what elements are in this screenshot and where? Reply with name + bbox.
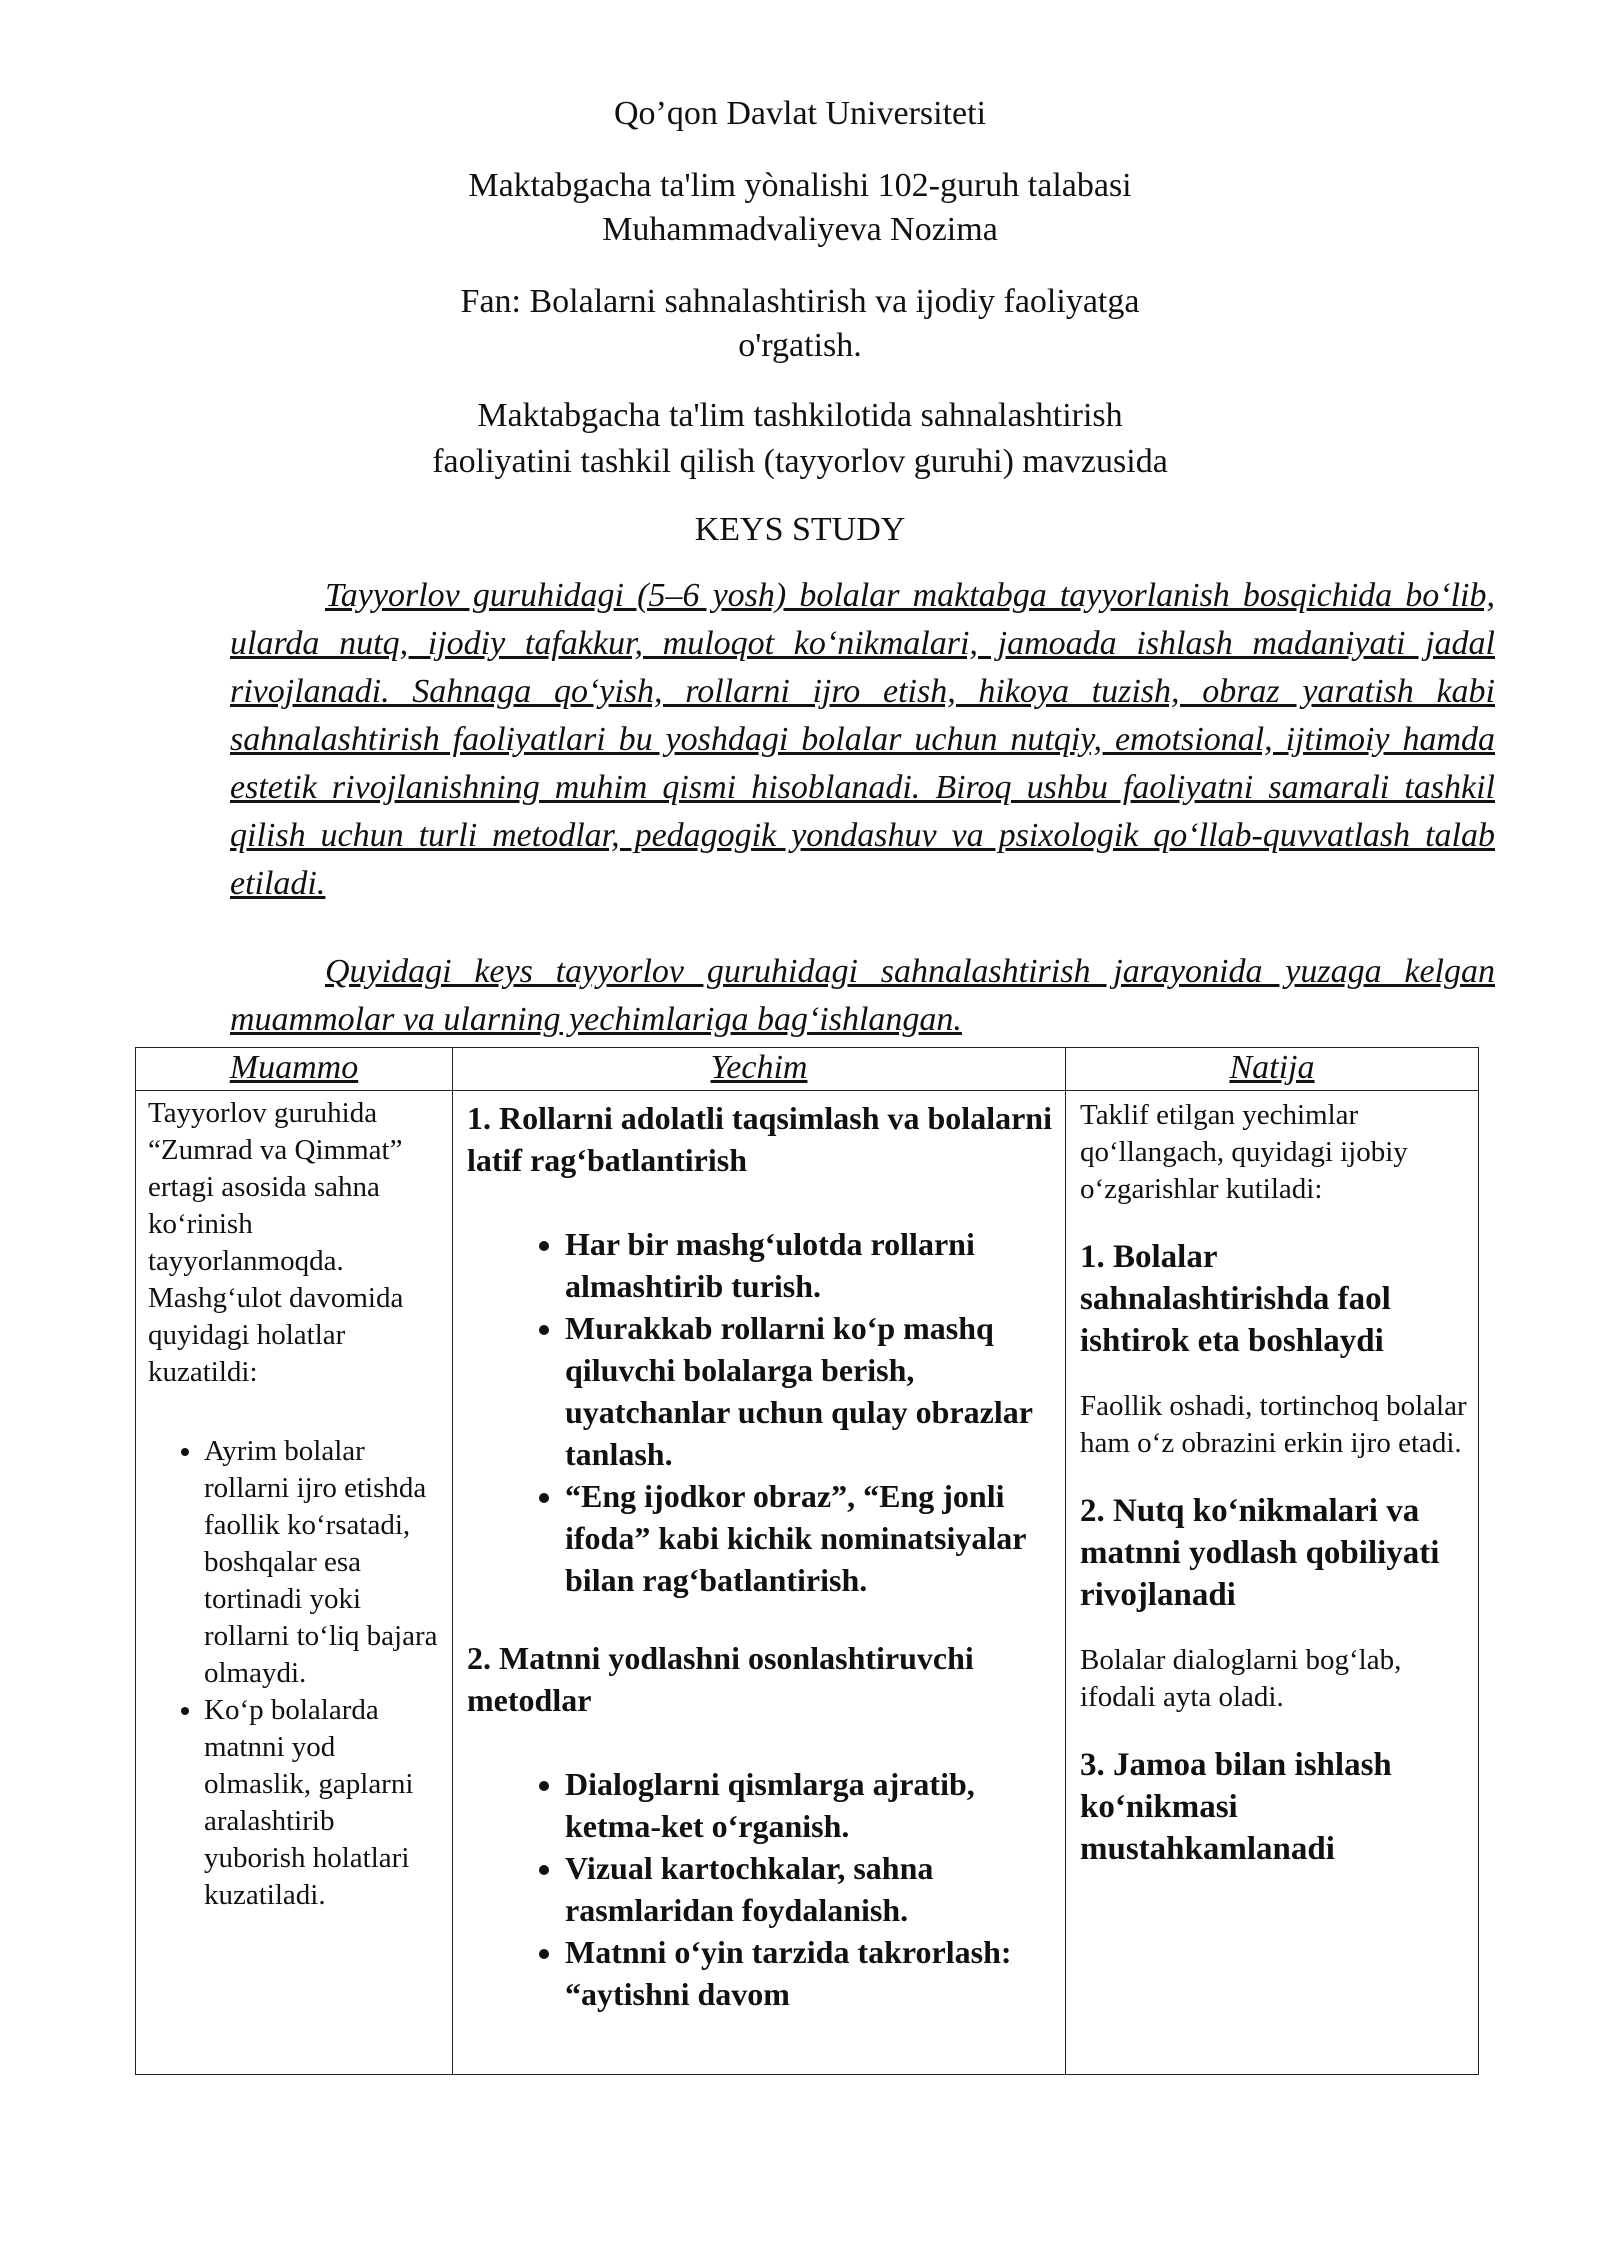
intro-paragraph-1 [230, 572, 1495, 908]
result-intro: Taklif etilgan yechimlar qo‘llangach, quyidagi ijobiy o‘zgarishlar kutiladi: [1080, 1099, 1408, 1205]
problem-list [148, 1433, 442, 1914]
result-heading-1: 1. Bolalar sahnalashtirishda faol ishtirok eta boshlaydi [1080, 1239, 1391, 1359]
subject-line-1: Fan: Bolalarni sahnalashtirish va ijodiy faoliyatga [460, 283, 1140, 320]
solution-section-1-list [467, 1223, 1057, 1601]
document-title: KEYS STUDY [694, 511, 906, 548]
solution-section-2-title: 2. Matnni yodlashni osonlashtiruvchi metodlar [467, 1640, 974, 1718]
list-item: • Vizual kartochkalar, sahna rasmlaridan foydalanish. [565, 1847, 1057, 1931]
header-muammo: Muammo [136, 1048, 453, 1091]
table-header-row [136, 1048, 1479, 1091]
solution-section-1-title: 1. Rollarni adolatli taqsimlash va bolalarni latif rag‘batlantirish [467, 1100, 1052, 1178]
list-item: • Ko‘p bolalarda matnni yod olmaslik, gaplarni aralashtirib yuborish holatlari kuzatiladi. [204, 1692, 442, 1914]
table-row [136, 1091, 1479, 2075]
topic-line-1: Maktabgacha ta'lim tashkilotida sahnalashtirish [477, 397, 1123, 434]
list-item: • Dialoglarni qismlarga ajratib, ketma-ket o‘rganish. [565, 1763, 1057, 1847]
problem-text: Tayyorlov guruhida “Zumrad va Qimmat” ertagi asosida sahna ko‘rinish tayyorlanmoqda. Mashg‘ulot davomida quyidagi holatlar kuzatildi: [148, 1097, 404, 1388]
result-text-1: Faollik oshadi, tortinchoq bolalar ham o‘z obrazini erkin ijro etadi. [1080, 1390, 1467, 1459]
result-cell [1066, 1091, 1479, 2075]
university-name: Qo’qon Davlat Universiteti [613, 95, 987, 132]
case-table [135, 1047, 1479, 2075]
intro-paragraph-2-text: Quyidagi keys tayyorlov guruhidagi sahnalashtirish jarayonida yuzaga kelgan muammolar va ularning yechimlariga bag‘ishlangan. [230, 953, 1495, 1038]
result-text-2: Bolalar dialoglarni bog‘lab, ifodali ayta oladi. [1080, 1644, 1402, 1713]
problem-cell [136, 1091, 453, 2075]
list-item: • Har bir mashg‘ulotda rollarni almashtirib turish. [565, 1223, 1057, 1307]
topic-line-2: faoliyatini tashkil qilish (tayyorlov guruhi) mavzusida [432, 443, 1168, 480]
solution-section-2-list [467, 1763, 1057, 2015]
solution-cell [453, 1091, 1066, 2075]
list-item: • Matnni o‘yin tarzida takrorlash: “aytishni davom [565, 1931, 1057, 2015]
student-line-1: Maktabgacha ta'lim yònalishi 102-guruh talabasi [468, 167, 1132, 204]
subject-line-2: o'rgatish. [738, 327, 862, 364]
header-natija: Natija [1066, 1048, 1479, 1091]
result-heading-2: 2. Nutq ko‘nikmalari va matnni yodlash qobiliyati rivojlanadi [1080, 1493, 1440, 1613]
list-item: • “Eng ijodkor obraz”, “Eng jonli ifoda” kabi kichik nominatsiyalar bilan rag‘batlantirish. [565, 1475, 1057, 1601]
header-yechim: Yechim [453, 1048, 1066, 1091]
student-line-2: Muhammadvaliyeva Nozima [602, 211, 998, 248]
intro-paragraph-2 [230, 948, 1495, 1044]
list-item: • Murakkab rollarni ko‘p mashq qiluvchi bolalarga berish, uyatchanlar uchun qulay obrazlar tanlash. [565, 1307, 1057, 1475]
result-heading-3: 3. Jamoa bilan ishlash ko‘nikmasi mustahkamlanadi [1080, 1747, 1392, 1867]
intro-paragraph-1-text: Tayyorlov guruhidagi (5–6 yosh) bolalar maktabga tayyorlanish bosqichida bo‘lib, ularda nutq, ijodiy tafakkur, muloqot ko‘nikmalari, jamoada ishlash madaniyati jadal rivojlanadi. Sahnaga qo‘yish, rollarni ijro etish, hikoya tuzish, obraz yaratish kabi sahnalashtirish faoliyatlari bu yoshdagi bolalar uchun nutqiy, emotsional, ijtimoiy hamda estetik rivojlanishning muhim qismi hisoblanadi. Biroq ushbu faoliyatni samarali tashkil qilish uchun turli metodlar, pedagogik yondashuv va psixologik qo‘llab-quvvatlash talab etiladi. [230, 577, 1495, 902]
list-item: • Ayrim bolalar rollarni ijro etishda faollik ko‘rsatadi, boshqalar esa tortinadi yoki rollarni to‘liq bajara olmaydi. [204, 1433, 442, 1692]
